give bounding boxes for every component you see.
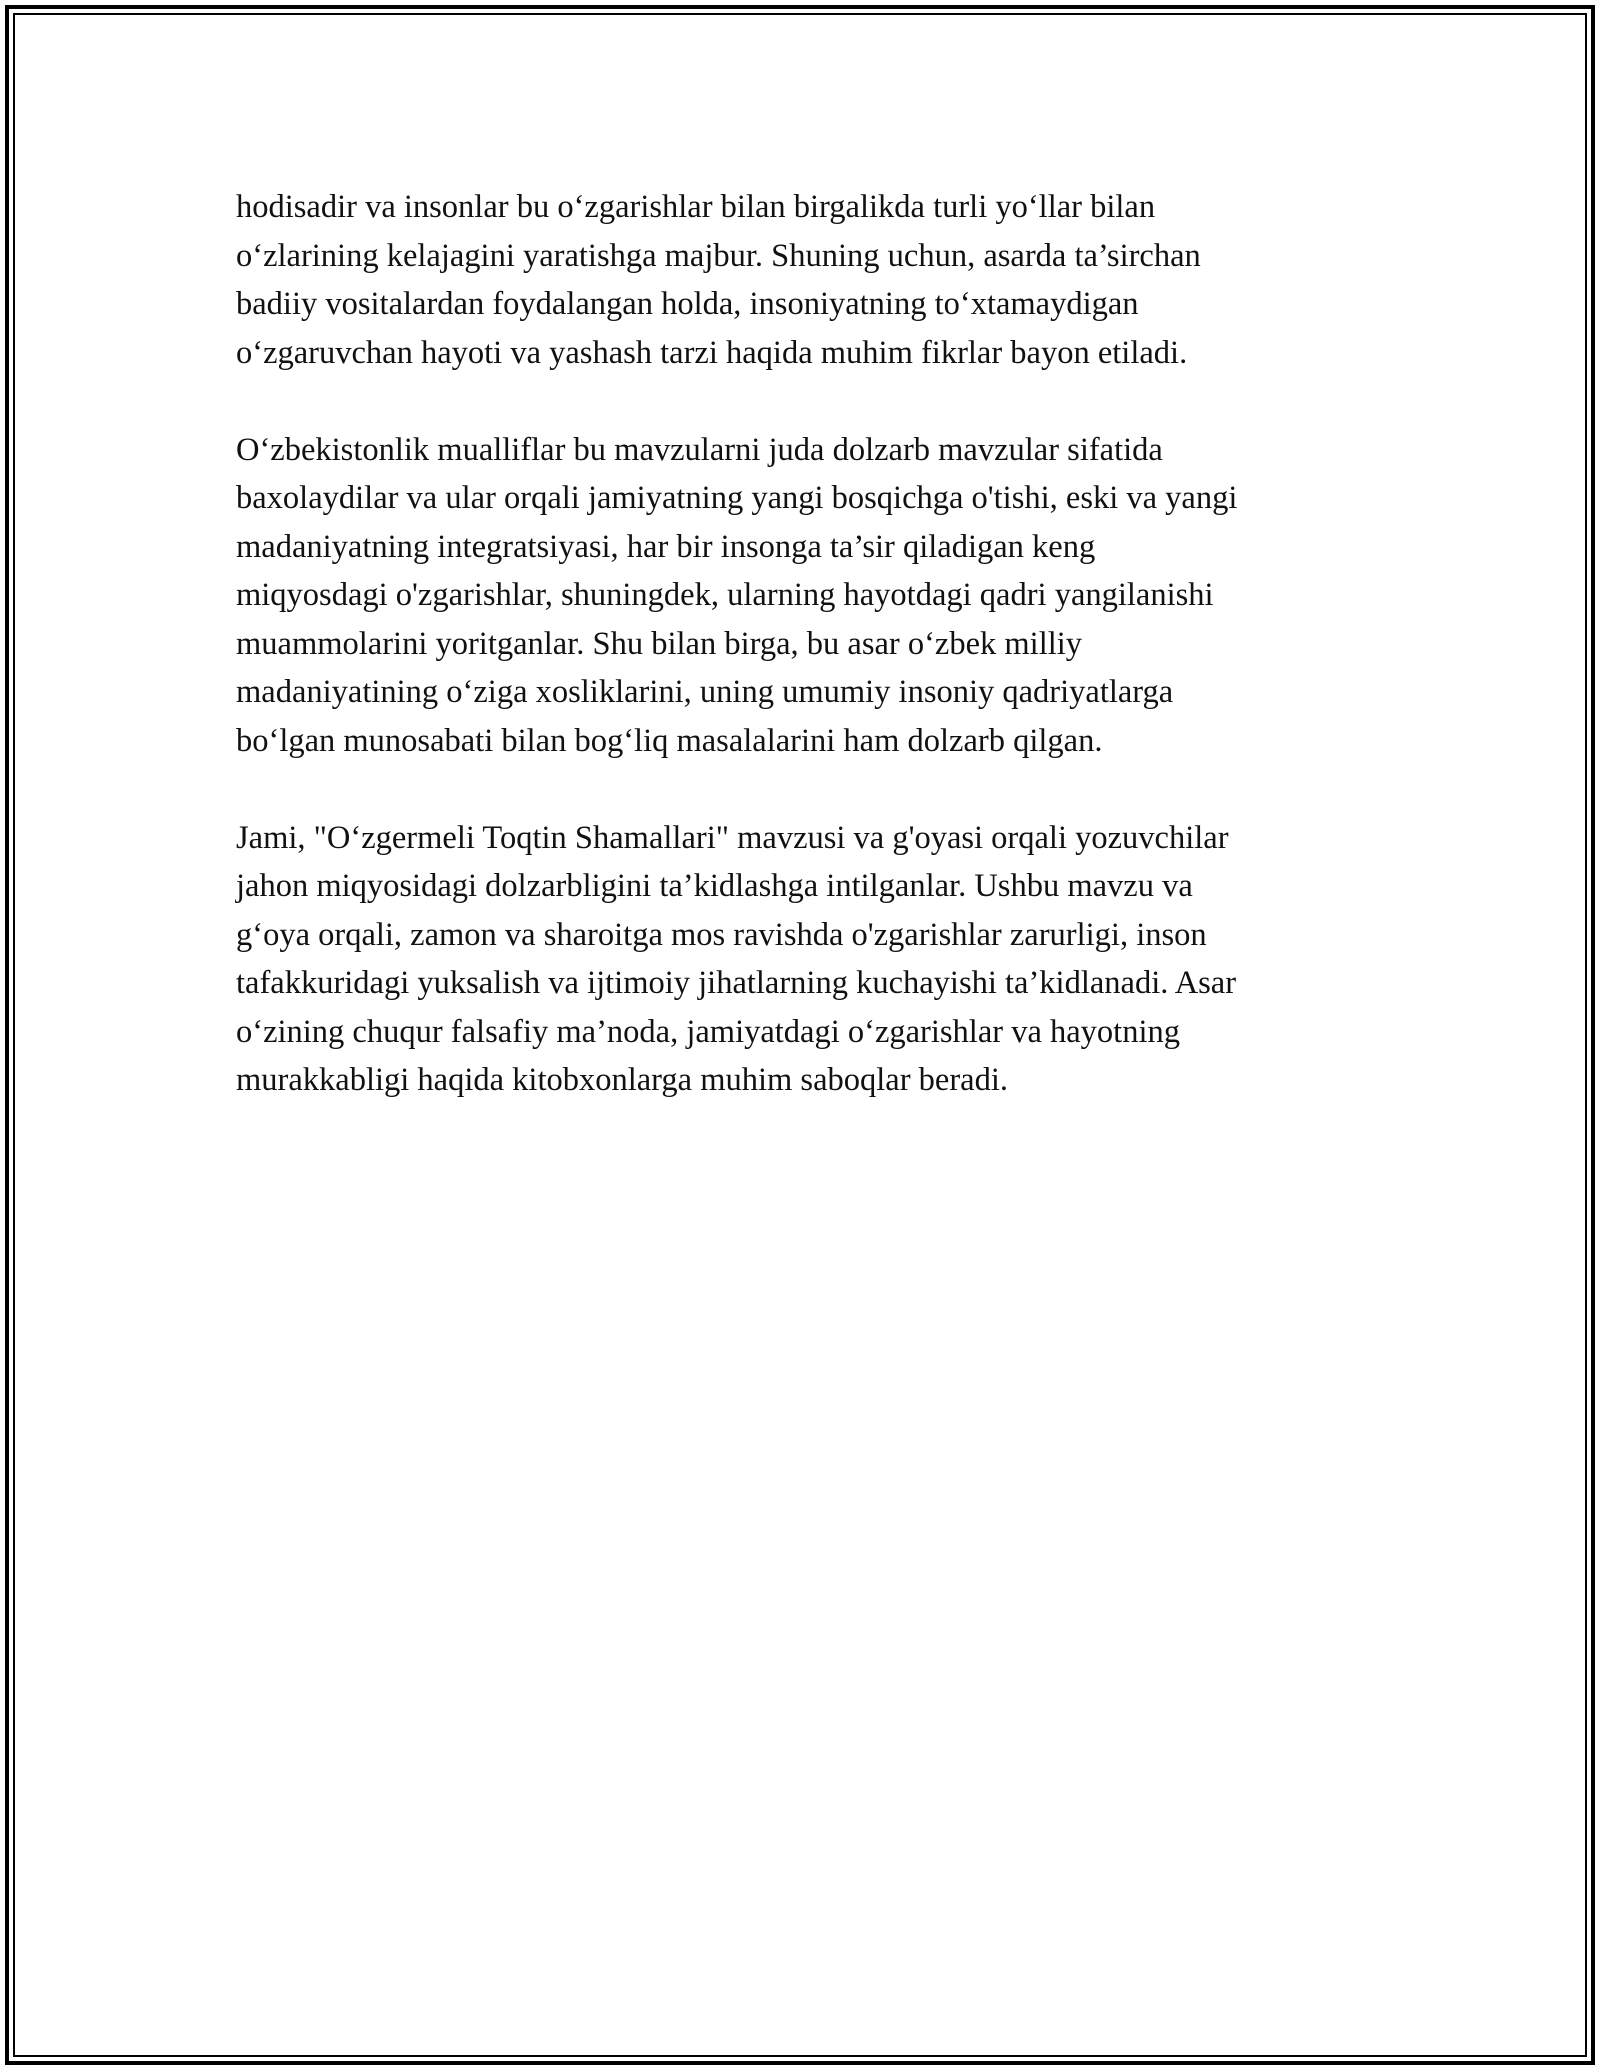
- text-line: jahon miqyosidagi dolzarbligini ta’kidlashga intilganlar. Ushbu mavzu va: [236, 868, 1193, 904]
- paragraph-1: [236, 183, 1406, 377]
- text-line: o‘zlarining kelajagini yaratishga majbur. Shuning uchun, asarda ta’sirchan: [236, 237, 1201, 274]
- paragraph-3: [236, 814, 1406, 1105]
- text-line: badiiy vositalardan foydalangan holda, insoniyatning to‘xtamaydigan: [236, 286, 1139, 322]
- document-body: [236, 183, 1406, 1153]
- text-line: bo‘lgan munosabati bilan bog‘liq masalalarini ham dolzarb qilgan.: [236, 722, 1103, 759]
- text-line: g‘oya orqali, zamon va sharoitga mos ravishda o'zgarishlar zarurligi, inson: [236, 916, 1207, 953]
- text-line: murakkabligi haqida kitobxonlarga muhim saboqlar beradi.: [236, 1062, 1008, 1098]
- text-line: Jami, "O‘zgermeli Toqtin Shamallari" mavzusi va g'oyasi orqali yozuvchilar: [236, 819, 1229, 856]
- text-line: hodisadir va insonlar bu o‘zgarishlar bilan birgalikda turli yo‘llar bilan: [236, 189, 1156, 225]
- text-line: madaniyatining o‘ziga xosliklarini, uning umumiy insoniy qadriyatlarga: [236, 674, 1174, 710]
- paragraph-2: [236, 426, 1406, 766]
- text-line: O‘zbekistonlik mualliflar bu mavzularni juda dolzarb mavzular sifatida: [236, 431, 1163, 468]
- text-line: madaniyatning integratsiyasi, har bir insonga ta’sir qiladigan keng: [236, 528, 1096, 565]
- text-line: o‘zgaruvchan hayoti va yashash tarzi haqida muhim fikrlar bayon etiladi.: [236, 334, 1188, 371]
- text-line: baxolaydilar va ular orqali jamiyatning yangi bosqichga o'tishi, eski va yangi: [236, 480, 1238, 516]
- text-line: miqyosdagi o'zgarishlar, shuningdek, ularning hayotdagi qadri yangilanishi: [236, 577, 1214, 613]
- text-line: muammolarini yoritganlar. Shu bilan birga, bu asar o‘zbek milliy: [236, 625, 1083, 662]
- text-line: o‘zining chuqur falsafiy ma’noda, jamiyatdagi o‘zgarishlar va hayotning: [236, 1013, 1180, 1050]
- text-line: tafakkuridagi yuksalish va ijtimoiy jihatlarning kuchayishi ta’kidlanadi. Asar: [236, 965, 1237, 1001]
